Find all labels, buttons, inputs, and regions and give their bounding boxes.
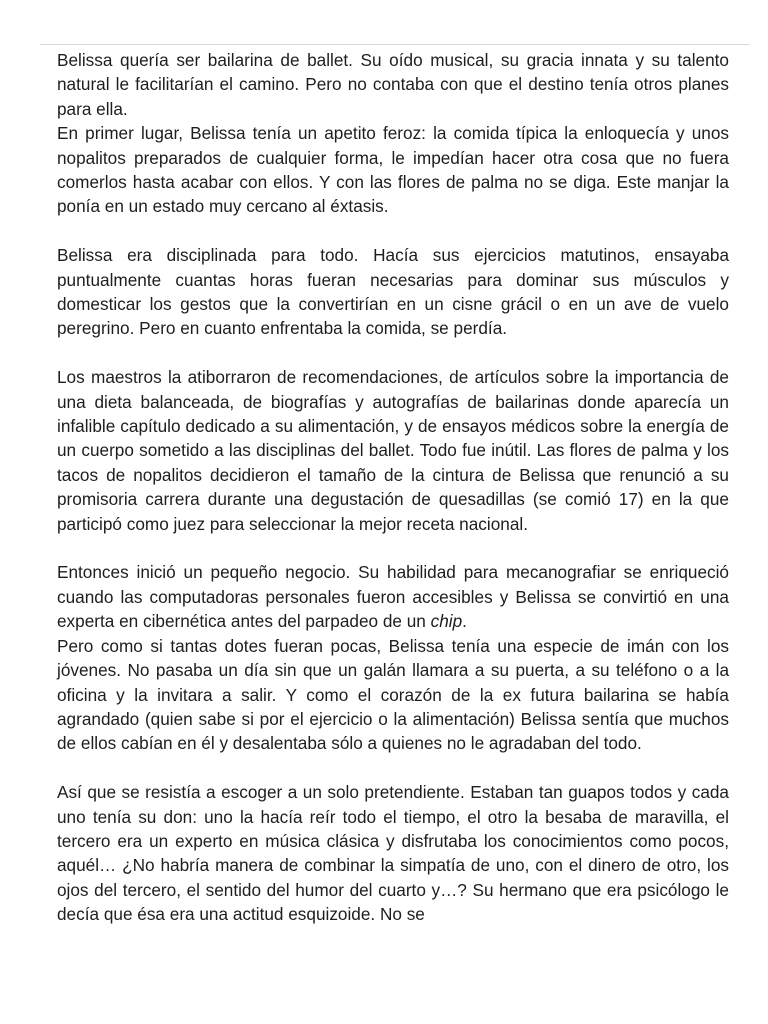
paragraph-6: Pero como si tantas dotes fueran pocas, Belissa tenía una especie de imán con los jóvenes. No pasaba un día sin que un galán llamara a su puerta, a su teléfono o a la oficina y la invitara a salir. Y como el corazón de la ex futura bailarina se había agrandado (quien sabe si por el ejercicio o la alimentación) Belissa sentía que muchos de ellos cabían en él y desalentaba sólo a quienes no le agradaban del todo.: [57, 635, 729, 754]
paragraph-5-italic-word: chip: [430, 611, 463, 632]
paragraph-4: Los maestros la atiborraron de recomendaciones, de artículos sobre la importancia de una dieta balanceada, de biografías y autografías de bailarinas donde aparecía un infalible capítulo dedicado a su alimentación, y de ensayos médicos sobre la energía de un cuerpo sometido a las disciplinas del ballet. Todo fue inútil. Las flores de palma y los tacos de nopalitos decidieron el tamaño de la cintura de Belissa que renunció a su promisoria carrera durante una degustación de quesadillas (se comió 17) en la que participó como juez para seleccionar la mejor receta nacional.: [57, 367, 729, 534]
paragraph-gap: [57, 219, 729, 243]
story-text: [57, 48, 729, 927]
paragraph-1: Belissa quería ser bailarina de ballet. Su oído musical, su gracia innata y su talento natural le facilitarían el camino. Pero no contaba con que el destino tenía otros planes para ella.: [57, 50, 729, 119]
paragraph-2: En primer lugar, Belissa tenía un apetito feroz: la comida típica la enloquecía y unos nopalitos preparados de cualquier forma, le impedían hacer otra cosa que no fuera comerlos hasta acabar con ellos. Y con las flores de palma no se diga. Este manjar la ponía en un estado muy cercano al éxtasis.: [57, 123, 729, 217]
paragraph-5: [57, 560, 729, 633]
paragraph-gap: [57, 536, 729, 560]
paragraph-7: Así que se resistía a escoger a un solo pretendiente. Estaban tan guapos todos y cada uno tenía su don: uno la hacía reír todo el tiempo, el otro la besaba de maravilla, el tercero era un experto en música clásica y disfrutaba los conocimientos como pocos, aquél… ¿No habría manera de combinar la simpatía de uno, con el dinero de otro, los ojos del tercero, el sentido del humor del cuarto y…? Su hermano que era psicólogo le decía que ésa era una actitud esquizoide. No se: [57, 782, 729, 925]
paragraph-gap: [57, 341, 729, 365]
paragraph-5-end: .: [462, 611, 467, 632]
paragraph-3: Belissa era disciplinada para todo. Hacía sus ejercicios matutinos, ensayaba puntualmente cuantas horas fueran necesarias para dominar sus músculos y domesticar los gestos que la convertirían en un cisne grácil o en un ave de vuelo peregrino. Pero en cuanto enfrentaba la comida, se perdía.: [57, 245, 729, 339]
page-top-rule: [40, 44, 750, 45]
paragraph-5-text: Entonces inició un pequeño negocio. Su habilidad para mecanografiar se enriqueció cuando las computadoras personales fueron accesibles y Belissa se convirtió en una experta en cibernética antes del parpadeo de un: [57, 562, 729, 632]
paragraph-gap: [57, 756, 729, 780]
